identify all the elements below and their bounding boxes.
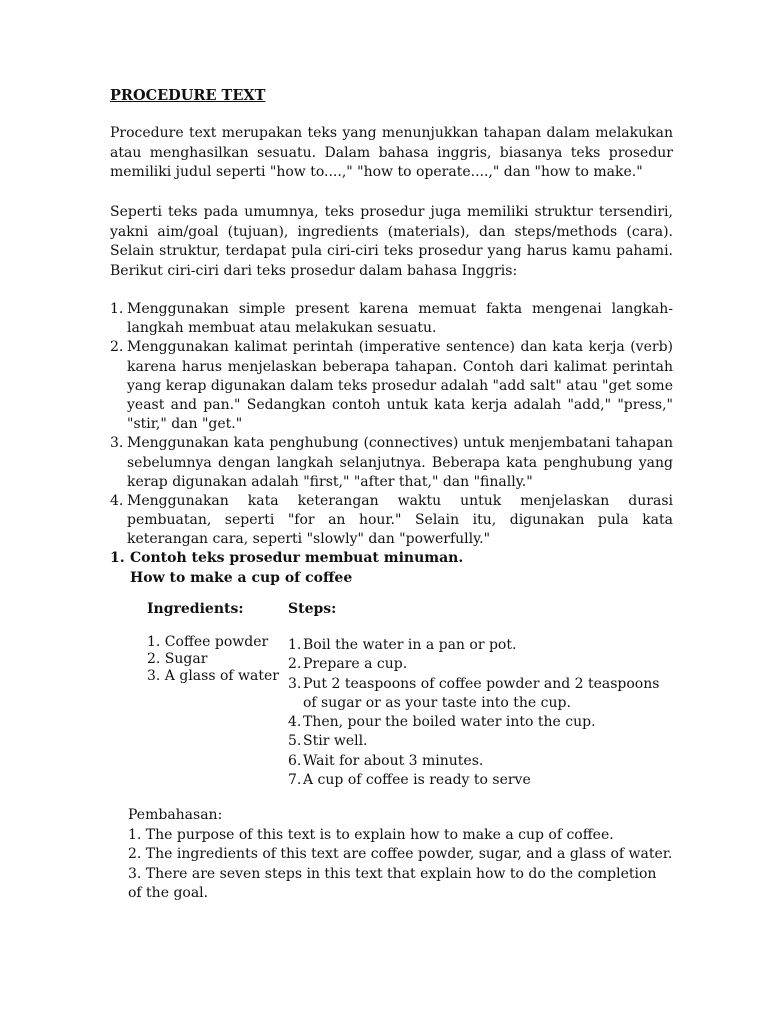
step-text: Stir well. <box>303 733 368 750</box>
feature-item <box>110 300 673 338</box>
step-item <box>288 771 674 790</box>
step-text: Boil the water in a pan or pot. <box>303 637 517 653</box>
discussion-list <box>128 826 673 904</box>
step-number: 4. <box>288 714 302 731</box>
step-item <box>288 713 674 732</box>
feature-item <box>110 338 673 434</box>
feature-number: 3. <box>110 435 124 452</box>
feature-text: Menggunakan kata keterangan waktu untuk menjelaskan durasi pembuatan, seperti "for an hour." Selain itu, digunakan pula kata keterangan cara, seperti "slowly" dan "powerfully." <box>127 493 673 548</box>
step-text: Then, pour the boiled water into the cup. <box>303 714 596 731</box>
step-number: 7. <box>288 772 302 789</box>
step-number: 3. <box>288 675 302 692</box>
ingredient-item: 1. Coffee powder <box>147 634 269 650</box>
step-number: 2. <box>288 656 302 673</box>
example-section <box>110 548 673 588</box>
ingredient-item: 3. A glass of water <box>147 668 279 684</box>
feature-text: Menggunakan kalimat perintah (imperative sentence) dan kata kerja (verb) karena harus menjelaskan beberapa tahapan. Contoh dari kalimat perintah yang kerap digunakan dalam teks prosedur adalah "add salt" atau "get some yeast and pan." Sedangkan contoh untuk kata kerja adalah "add," "press," "stir," dan "get." <box>127 339 673 433</box>
example-heading <box>110 548 673 568</box>
discussion-item: 3. There are seven steps in this text that explain how to do the completion of the goal. <box>128 865 657 901</box>
feature-number: 1. <box>110 301 124 317</box>
feature-text: Menggunakan simple present karena memuat fakta mengenai langkah-langkah membuat atau melakukan sesuatu. <box>127 301 673 337</box>
step-item <box>288 675 674 714</box>
example-heading-text: Contoh teks prosedur membuat minuman. <box>130 550 464 566</box>
step-item <box>288 752 674 771</box>
intro-paragraph: Procedure text merupakan teks yang menunjukkan tahapan dalam melakukan atau menghasilkan sesuatu. Dalam bahasa inggris, biasanya teks prosedur memiliki judul seperti "how to....," "how to operate....," dan "how to make." <box>110 125 673 180</box>
features-list <box>110 300 673 550</box>
step-text: Wait for about 3 minutes. <box>303 752 484 769</box>
step-number: 5. <box>288 733 302 750</box>
page-title: PROCEDURE TEXT <box>110 87 266 104</box>
steps-heading: Steps: <box>288 601 337 617</box>
feature-item <box>110 492 673 550</box>
discussion-item: 1. The purpose of this text is to explain how to make a cup of coffee. <box>128 826 614 843</box>
discussion-item: 2. The ingredients of this text are coffee powder, sugar, and a glass of water. <box>128 846 673 862</box>
example-number: 1. <box>110 550 125 566</box>
example-subtitle: How to make a cup of coffee <box>130 570 353 586</box>
ingredients-list <box>147 634 279 685</box>
steps-list <box>288 636 674 790</box>
ingredient-item: 2. Sugar <box>147 651 208 667</box>
feature-item <box>110 434 673 492</box>
feature-number: 2. <box>110 339 124 356</box>
step-text: A cup of coffee is ready to serve <box>303 772 531 789</box>
step-item <box>288 732 674 751</box>
step-number: 6. <box>288 752 302 769</box>
step-number: 1. <box>288 637 302 653</box>
step-item <box>288 636 674 655</box>
discussion-section <box>128 806 673 904</box>
ingredients-heading: Ingredients: <box>147 601 244 617</box>
step-item <box>288 655 674 674</box>
step-text: Prepare a cup. <box>303 656 408 673</box>
step-text: Put 2 teaspoons of coffee powder and 2 teaspoons of sugar or as your taste into the cup. <box>303 675 660 711</box>
feature-text: Menggunakan kata penghubung (connectives) untuk menjembatani tahapan sebelumnya dengan langkah selanjutnya. Beberapa kata penghubung yang kerap digunakan adalah "first," "after that," dan "finally." <box>127 435 673 490</box>
discussion-label: Pembahasan: <box>128 807 223 823</box>
feature-number: 4. <box>110 493 124 510</box>
structure-paragraph: Seperti teks pada umumnya, teks prosedur juga memiliki struktur tersendiri, yakni aim/goal (tujuan), ingredients (materials), dan steps/methods (cara). Selain struktur, terdapat pula ciri-ciri teks prosedur yang harus kamu pahami. Berikut ciri-ciri dari teks prosedur dalam bahasa Inggris: <box>110 204 673 279</box>
